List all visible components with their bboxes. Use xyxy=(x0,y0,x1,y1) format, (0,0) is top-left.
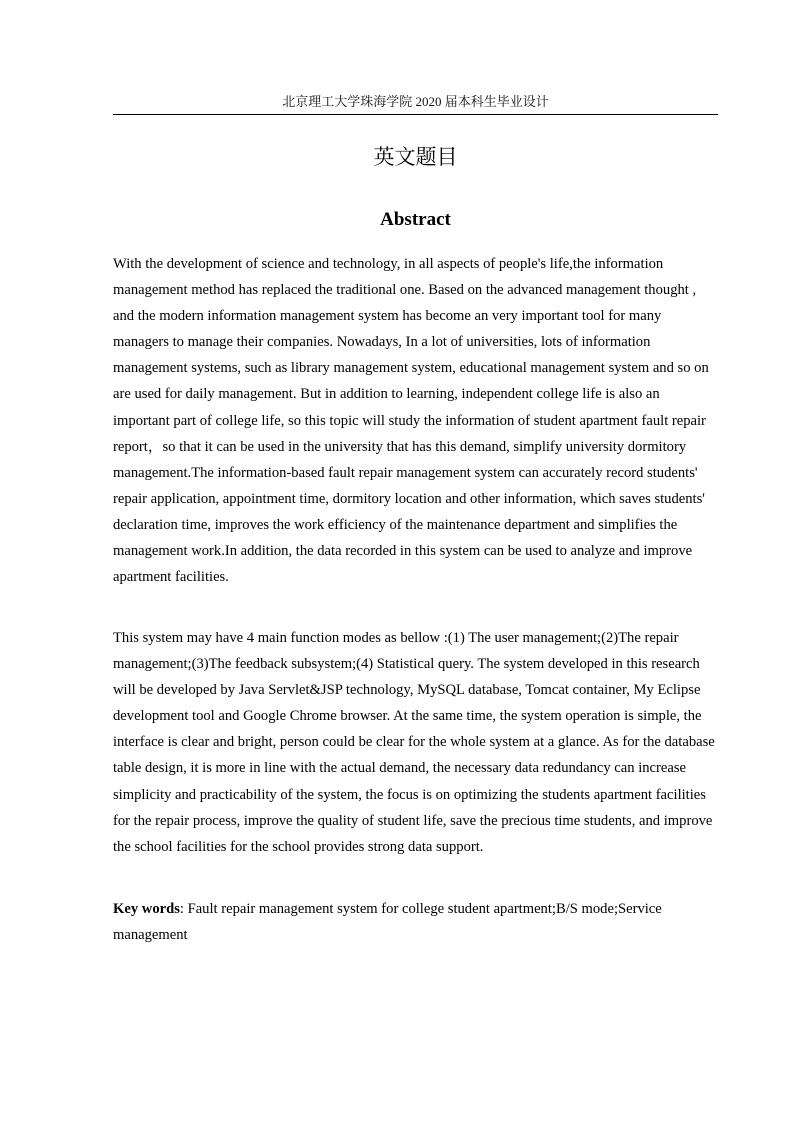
abstract-paragraph-2: This system may have 4 main function modes as bellow :(1) The user management;(2)The repair management;(3)The feedback subsystem;(4) Statistical query. The system developed in this research will be developed by Java Servlet&JSP technology, MySQL database, Tomcat container, My Eclipse development tool and Google Chrome browser. At the same time, the system operation is simple, the interface is clear and bright, person could be clear for the whole system at a glance. As for the database table design, it is more in line with the actual demand, the necessary data redundancy can increase simplicity and practicability of the system, the focus is on optimizing the students apartment facilities for the repair process, improve the quality of student life, save the precious time students, and improve the school facilities for the school provides strong data support. xyxy=(113,630,715,855)
keywords-text: : Fault repair management system for college student apartment;B/S mode;Service management xyxy=(113,901,662,944)
header-divider xyxy=(113,114,718,115)
abstract-heading: Abstract xyxy=(380,209,451,230)
keywords-label: Key words xyxy=(113,901,180,917)
abstract-paragraph-1: With the development of science and technology, in all aspects of people's life,the information management method has replaced the traditional one. Based on the advanced management thought , and the modern information management system has become an very important tool for many managers to manage their companies. Nowadays, In a lot of universities, lots of information management systems, such as library management system, educational management system and so on are used for daily management. But in addition to learning, independent college life is also an important part of college life, so this topic will study the information of student apartment fault repair report，so that it can be used in the university that has this demand, simplify university dormitory management.The information-based fault repair management system can accurately record students' repair application, appointment time, dormitory location and other information, which saves students' declaration time, improves the work efficiency of the maintenance department and simplifies the management work.In addition, the data recorded in this system can be used to analyze and improve apartment facilities. xyxy=(113,256,709,586)
running-header: 北京理工大学珠海学院 2020 届本科生毕业设计 xyxy=(282,94,549,109)
page-title: 英文题目 xyxy=(373,145,458,169)
keywords-paragraph xyxy=(113,896,717,948)
